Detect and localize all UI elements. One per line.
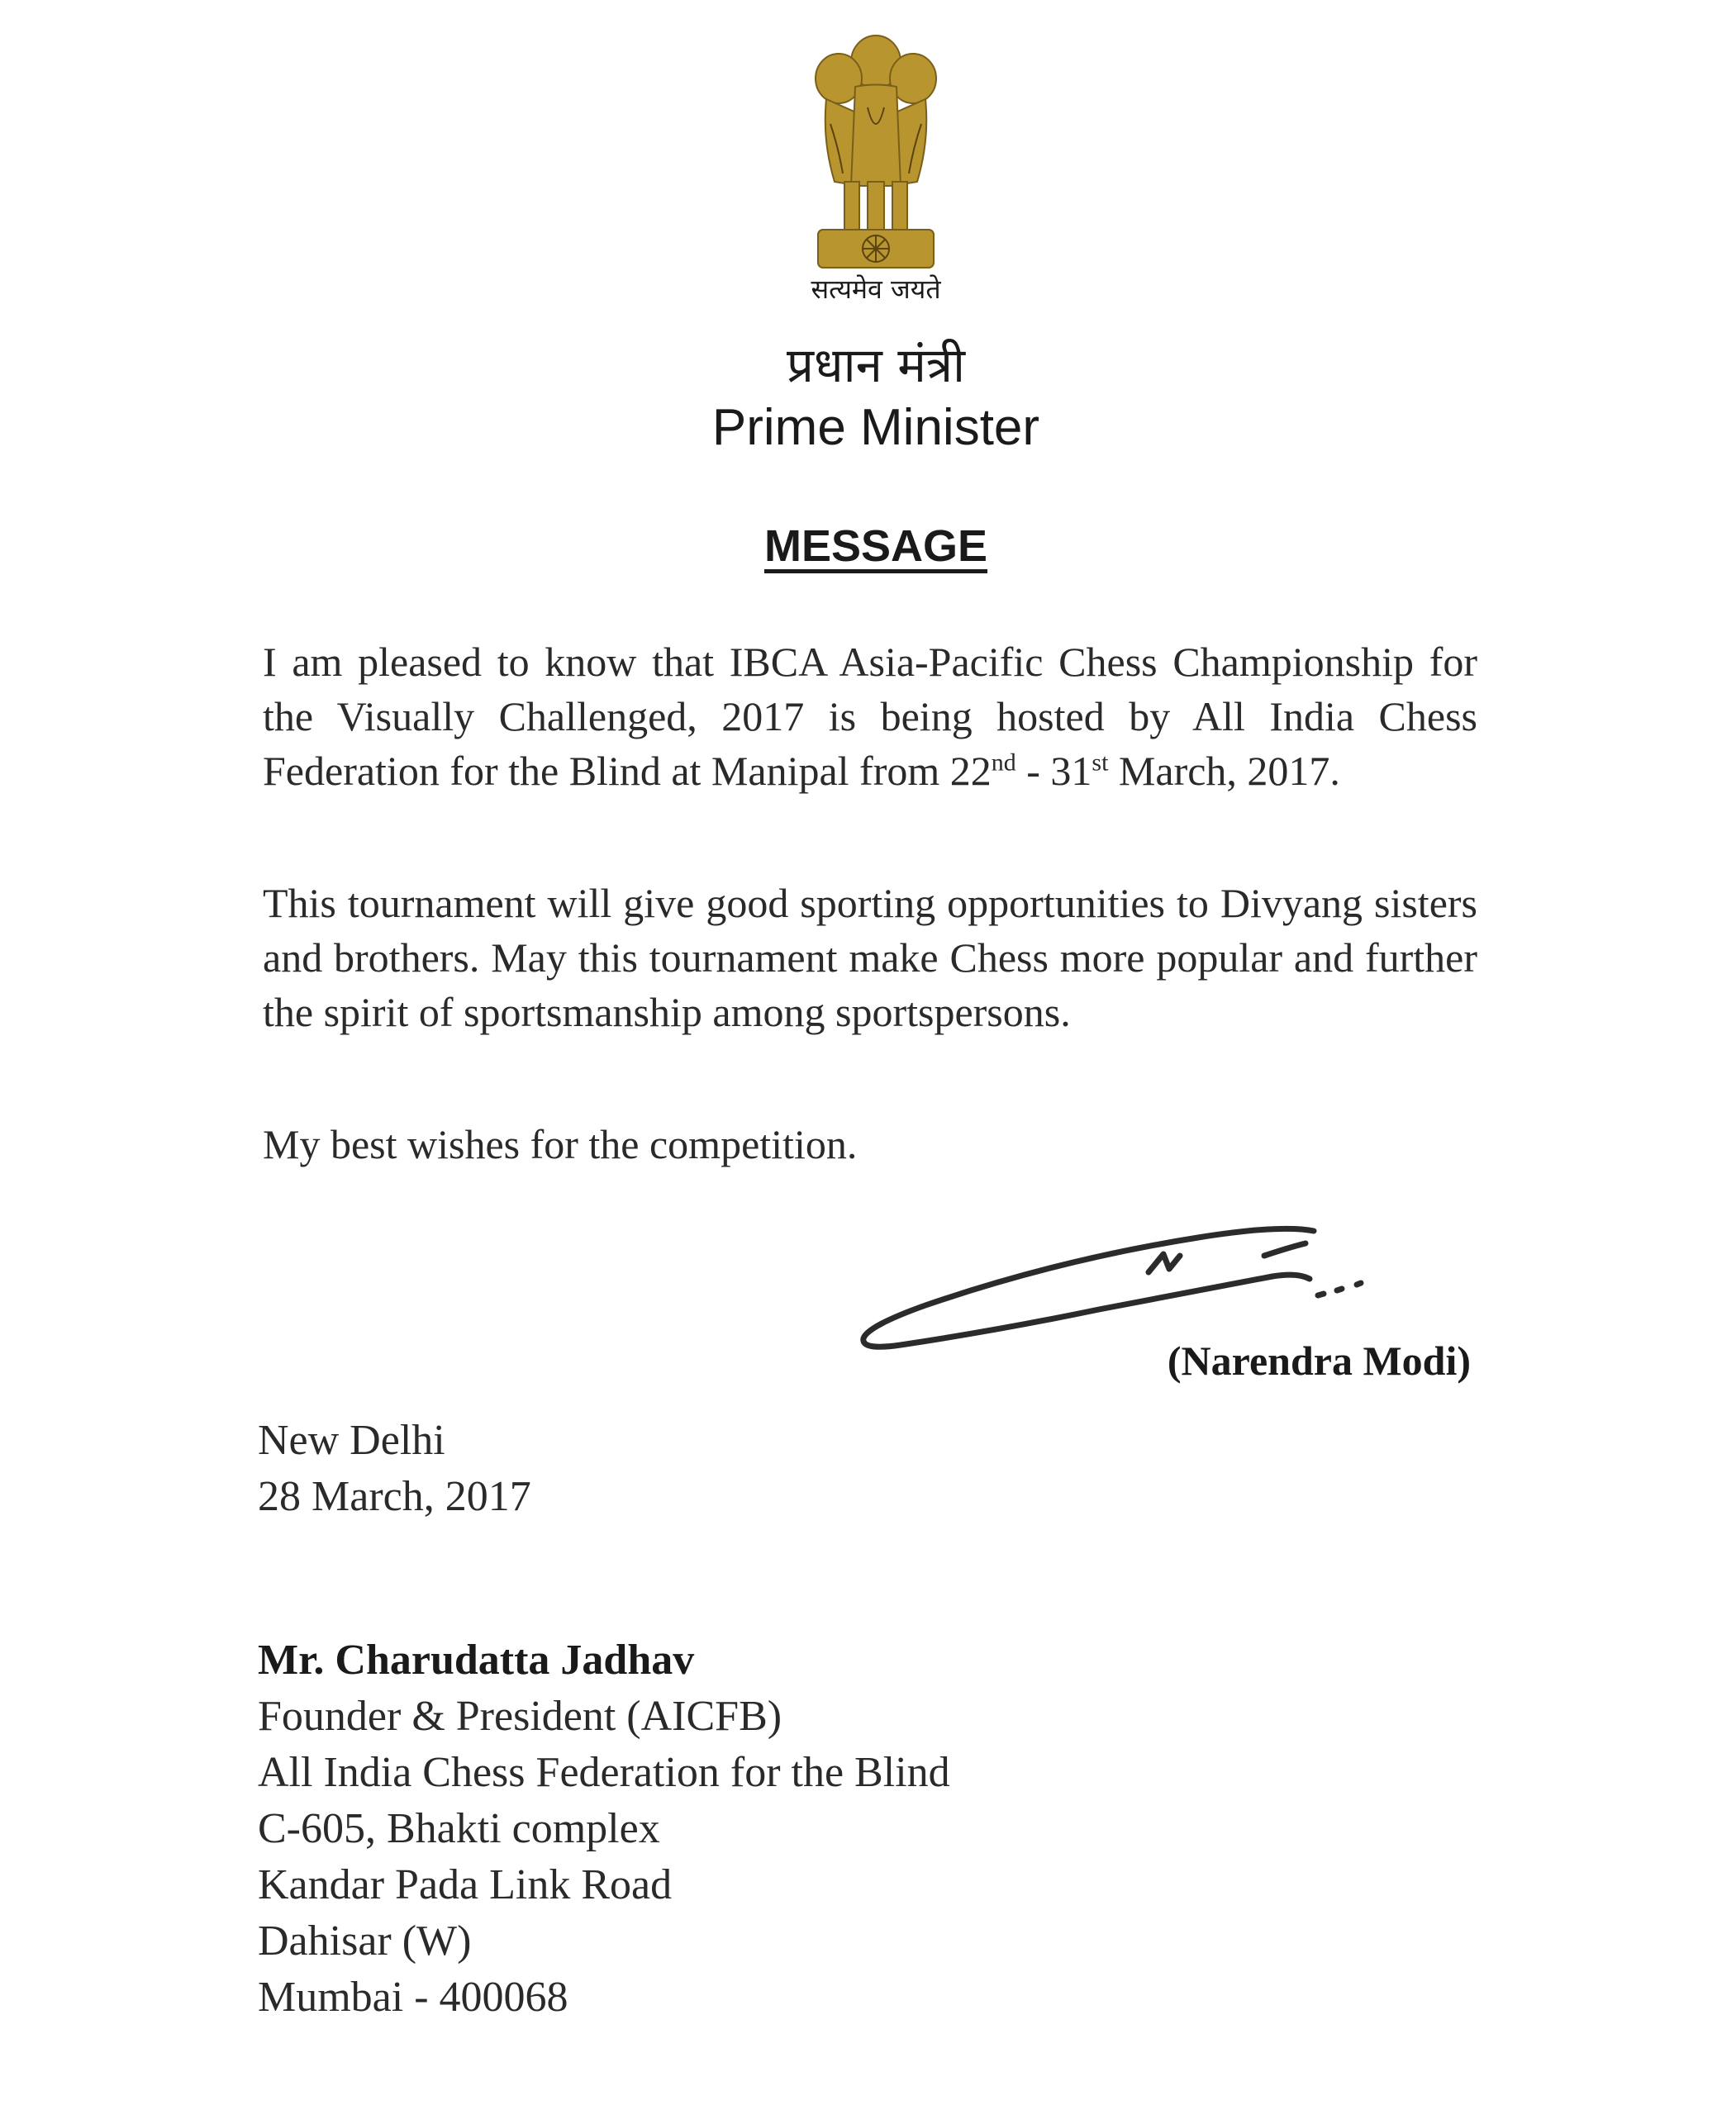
message-paragraph-1 bbox=[263, 634, 1477, 798]
address-line: All India Chess Federation for the Blind bbox=[258, 1749, 950, 1796]
message-paragraph-3: My best wishes for the competition. bbox=[263, 1121, 858, 1167]
address-line: Dahisar (W) bbox=[258, 1917, 472, 1965]
place-date bbox=[258, 1413, 531, 1525]
signer-name: (Narendra Modi) bbox=[1167, 1338, 1471, 1384]
paragraph-1-text-b: - 31 bbox=[1015, 748, 1092, 794]
place: New Delhi bbox=[258, 1417, 445, 1464]
address-line: Founder & President (AICFB) bbox=[258, 1693, 782, 1740]
superscript-st: st bbox=[1092, 748, 1109, 777]
date: 28 March, 2017 bbox=[258, 1473, 531, 1520]
message-paragraph-2: This tournament will give good sporting opportunities to Divyang sisters and brothers. May this tournament make Chess more popular and further the spirit of sportsmanship among sportspersons. bbox=[263, 880, 1477, 1035]
addressee-block bbox=[258, 1632, 950, 2026]
paragraph-1-text-a: I am pleased to know that IBCA Asia-Pacific Chess Championship for the Visually Challenged, 2017 is being hosted by All India Chess Federation for the Blind at Manipal from 22 bbox=[263, 639, 1477, 794]
national-emblem-icon bbox=[793, 25, 958, 306]
superscript-nd: nd bbox=[991, 748, 1016, 777]
paragraph-1-text-c: March, 2017. bbox=[1108, 748, 1340, 794]
address-line: Kandar Pada Link Road bbox=[258, 1861, 673, 1908]
message-heading: MESSAGE bbox=[763, 521, 988, 571]
title-hindi: प्रधान मंत्री bbox=[786, 337, 966, 393]
address-line: Mumbai - 400068 bbox=[258, 1974, 568, 2021]
title-english: Prime Minister bbox=[711, 399, 1040, 456]
national-motto: सत्यमेव जयते bbox=[811, 273, 941, 305]
address-line: C-605, Bhakti complex bbox=[258, 1805, 660, 1852]
addressee-name: Mr. Charudatta Jadhav bbox=[258, 1637, 695, 1684]
